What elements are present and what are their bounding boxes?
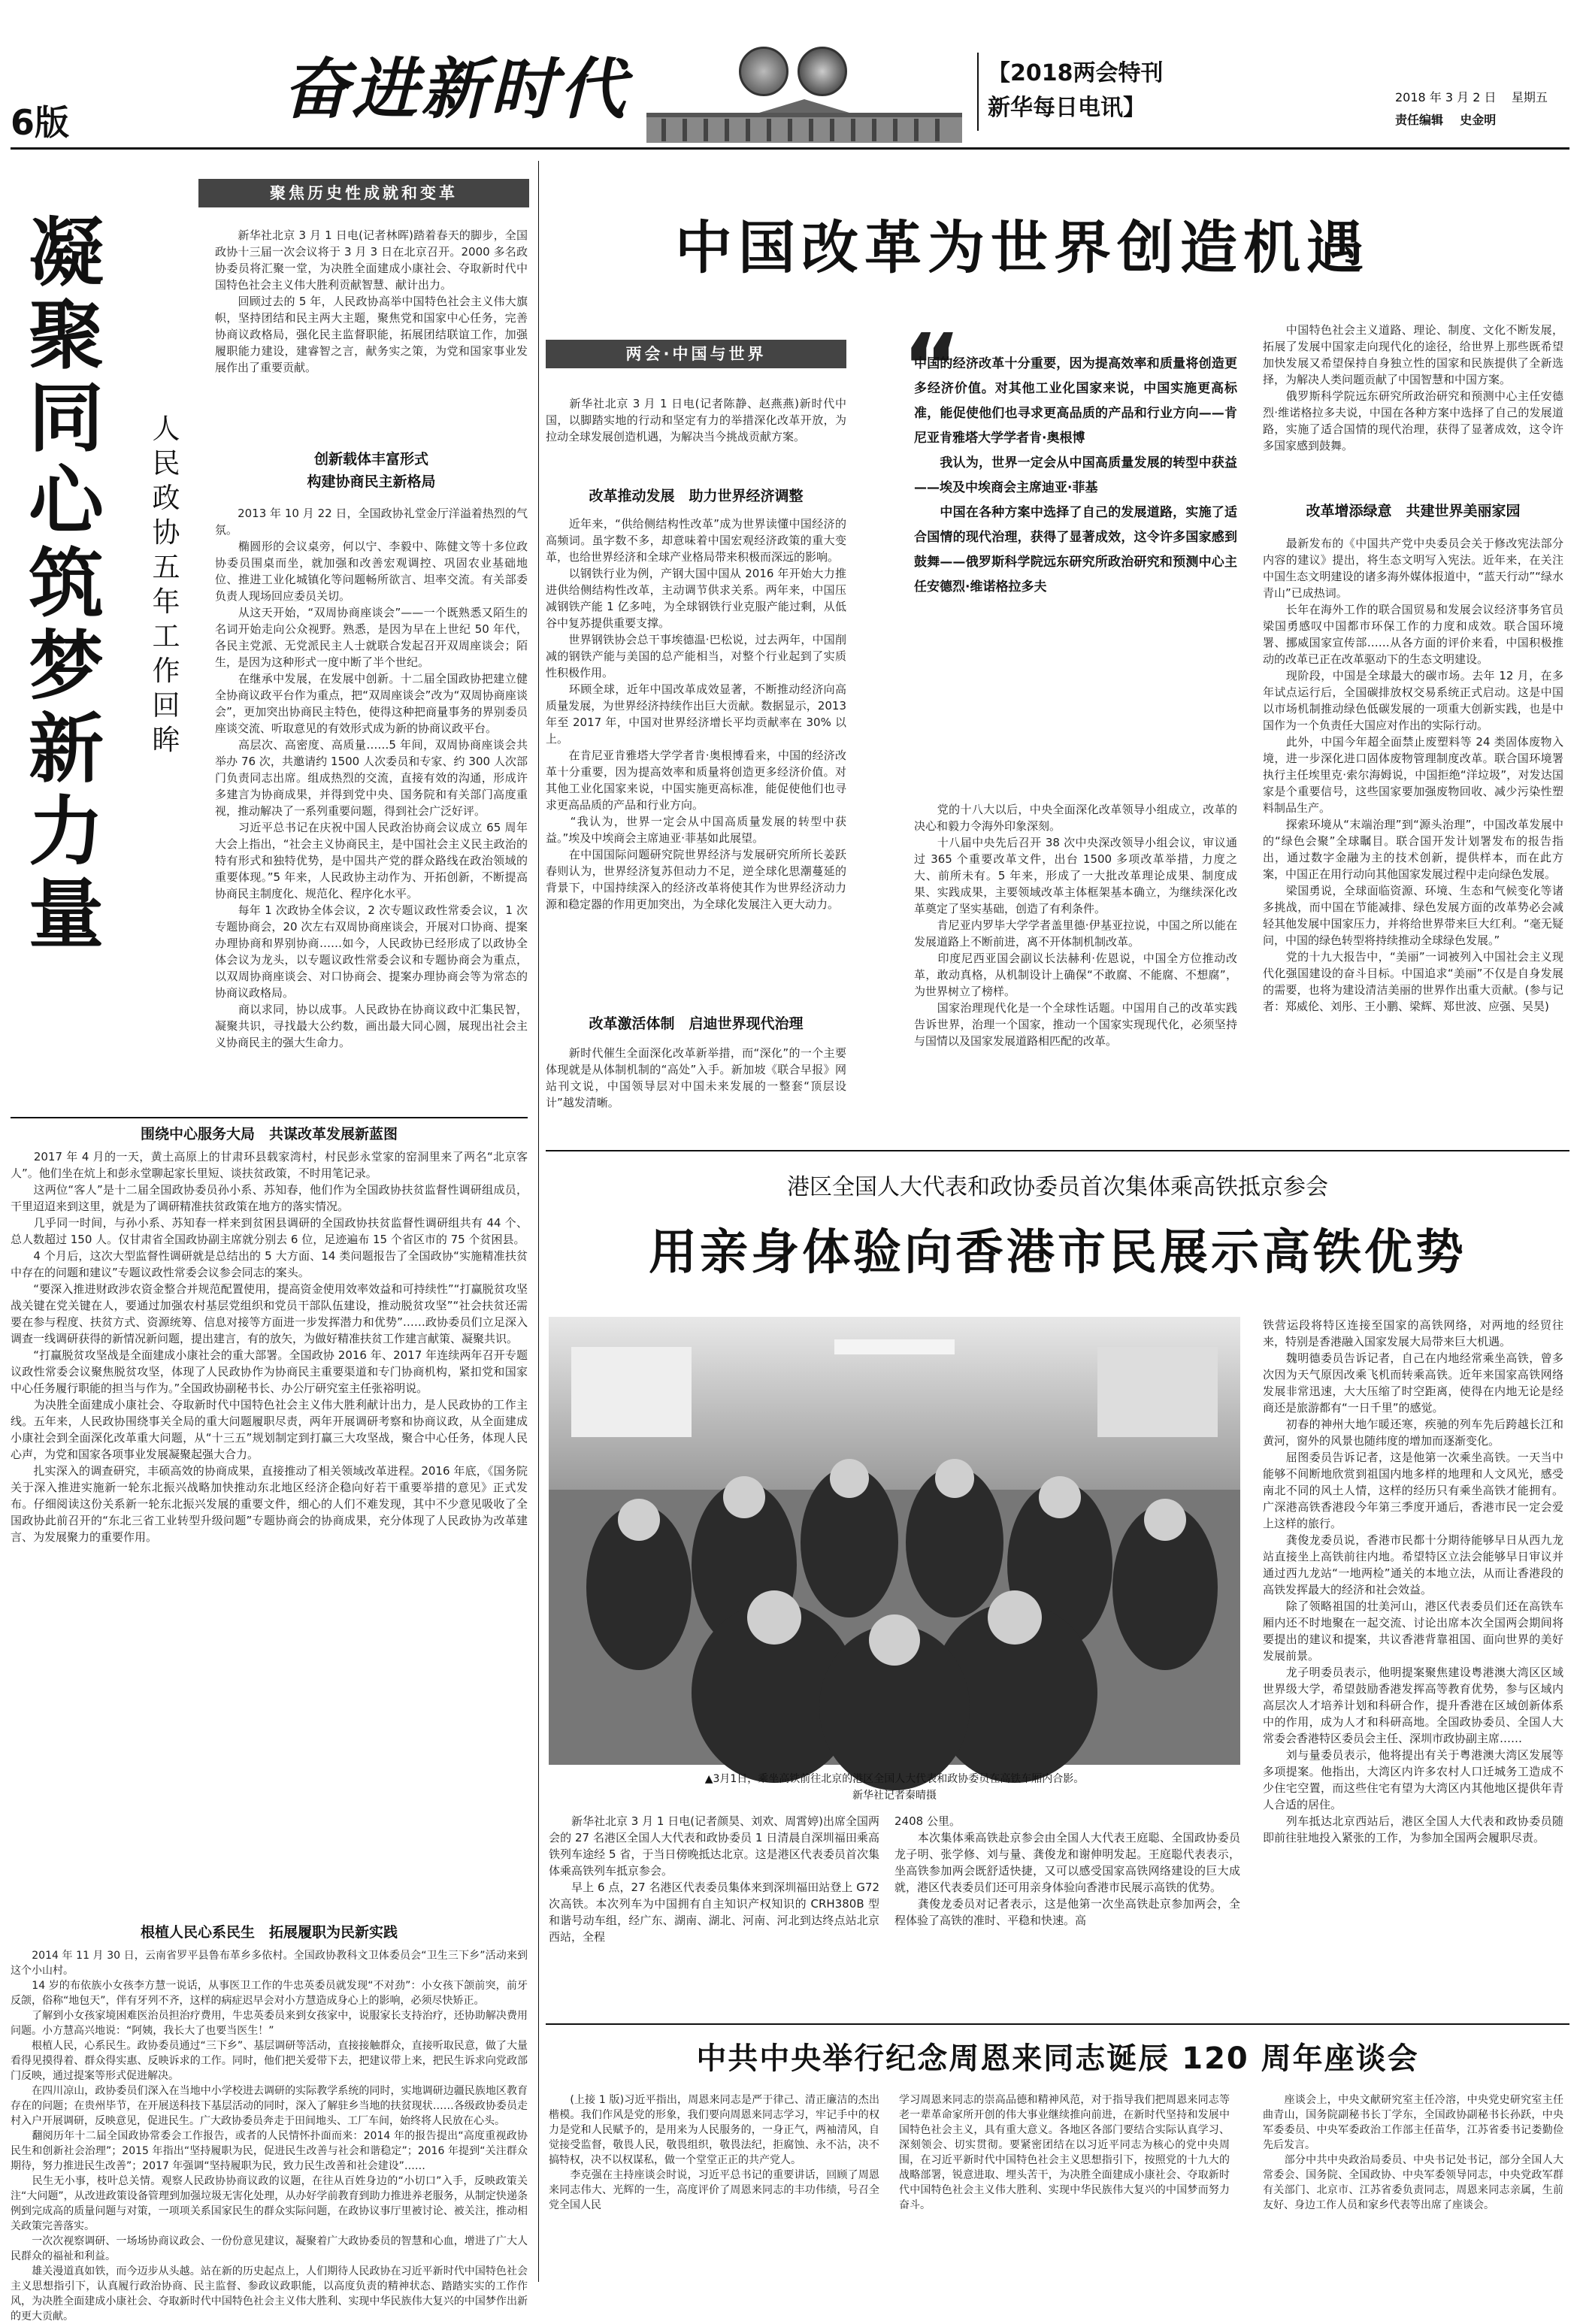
issue-date: 2018 年 3 月 2 日 星期五 (1395, 90, 1548, 104)
pull-quote: 中国的经济改革十分重要，因为提高效率和质量将创造更多经济价值。对其他工业化国家来说，中国实施更高标准，能促使他们也寻求更高品质的产品和行业方向——肯尼亚肯雅塔大学学者肯·奥根博 我认为，世界一定会从中国高质量发展的转型中获益——埃及中埃商会主席迪亚·菲基 中国在各种方案中选择了自己的发展道路，实施了适合国情的现代治理，获得了显著成效，这令许多国家感到鼓舞——俄罗斯科学院远东研究所政治研究和预测中心主任安德烈·维诺格拉多夫 (914, 356, 1237, 595)
responsible-editor: 责任编辑 史金明 (1395, 113, 1497, 127)
top-story-col2-text: 党的十八大以后，中央全面深化改革领导小组成立，改革的决心和毅力令海外印象深刻。 十八届中央先后召开 38 次中央深改领导小组会议，审议通过 365 个重要改革文件，出台 1500 多项改革举措，力度之大、前所未有。5 年来，形成了一大批改革理论成果、制度成果、实践成果，主要领域改革主体框架基本确立，为继续深化改革奠定了坚实基础，创造了有利条件。 肯尼亚内罗毕大学学者盖里德·伊基亚拉说，中国之所以能在发展道路上不断前进，离不开体制机制改革。 印度尼西亚国会副议长法赫利·佐恩说，中国全方位推动改革，敢动真格，从机制设计上确保“不敢腐、不能腐、不想腐”，为世界树立了榜样。 国家治理现代化是一个全球性话题。中国用自己的改革实践告诉世界，治理一个国家，推动一个国家实现现代化，必须坚持与国情以及国家发展道路相匹配的改革。 (914, 803, 1237, 1048)
left-section-divider-1 (11, 1117, 528, 1118)
special-edition-line1: 【2018两会特刊 (988, 60, 1164, 86)
quote-mark-icon: “ (902, 316, 961, 420)
hsr-col-a-text: 新华社北京 3 月 1 日电(记者颜昊、刘欢、周霄婷)出席全国两会的 27 名港区全国人大代表和政协委员 1 日清晨自深圳福田乘高铁列车途经 5 省，于当日傍晚抵达北京。这是港区代表委员首次集体乘高铁列车抵京参会。 早上 6 点，27 名港区代表委员集体来到深圳福田站登上 G72 次高铁。本次列车为中国拥有自主知识产权知识的 CRH380B 型和谐号动车组，经广东、湖南、湖北、河南、河北到达终点站北京西站，全程 (549, 1814, 879, 1944)
top-story-col3b-text: 最新发布的《中国共产党中央委员会关于修改宪法部分内容的建议》提出，将生态文明写入宪法。近年来，在关注中国生态文明建设的诸多海外媒体报道中，“蓝天行动”“绿水青山”已成热词。 长年在海外工作的联合国贸易和发展会议经济事务官员梁国勇感叹中国都市环保工作的力度和成效。联合国环境署、挪威国家宣传部……从各方面的评价来看，中国积极推动的改革已正在改革驱动下的生态文明建设。 现阶段，中国是全球最大的碳市场。去年 12 月，在多年试点运行后，全国碳排放权交易系统正式启动。这是中国以市场机制推动绿色低碳发展的一项重大创新实践，也是中国作为一个负责任大国应对作出的实际行动。 此外，中国今年超全面禁止废塑料等 24 类固体废物入境，进一步深化进口固体废物管理制度改革。联合国环境署执行主任埃里克·索尔海姆说，中国拒绝“洋垃圾”，对发达国家是个重要信号，这些国家要加强废物回收、减少污染性塑料制品生产。 探索环境从“末端治理”到“源头治理”，中国改革发展中的“绿色会聚”全球瞩目。联合国开发计划署发布的报告指出，通过数字金融为主的技术创新，提供样本，而在此方案，中国正在用行动向其他国家发展过程中走向绿色发展。 梁国勇说，全球面临资源、环境、生态和气候变化等诸多挑战，而中国在节能减排、绿色发展方面的改革势必会减轻其他发展中国家压力，并将给世界带来巨大红利。“毫无疑问，中国的绿色转型将持续推动全球绿色发展。” 党的十九大报告中，“美丽”一词被列入中国社会主义现代化强国建设的奋斗目标。中国追求“美丽”不仅是自身发展的需要，也将为建设清洁美丽的世界作出重大贡献。(参与记者：郑威伦、刘彤、王小鹏、梁辉、郑世波、应强、吴昊) (1263, 537, 1563, 1013)
hsr-bottom-rule (546, 2023, 1569, 2025)
top-story-headline: 中国改革为世界创造机遇 (675, 214, 1370, 281)
top-story-banner: 两会·中国与世界 (546, 340, 846, 368)
zhou-col-b-text: 学习周恩来同志的崇高品德和精神风范，对于指导我们把周恩来同志等老一辈革命家所开创的伟大事业继续推向前进，在新时代坚持和发展中国特色社会主义，具有重大意义。各地区各部门要结合实际认真学习、深刻领会、切实贯彻。要紧密团结在以习近平同志为核心的党中央周围，在习近平新时代中国特色社会主义思想指引下，按照党的十九大的战略部署，锐意进取、埋头苦干，为决胜全面建成小康社会、夺取新时代中国特色社会主义伟大胜利、实现中华民族伟大复兴的中国梦而努力奋斗。 (899, 2094, 1230, 2211)
photo-caption: ▲3月1日，乘坐高铁前往北京的港区全国人大代表和政协委员在高铁车厢内合影。 新华社记者秦晴摄 (704, 1773, 1085, 1802)
top-story-col1-text: 近年来，“供给侧结构性改革”成为世界读懂中国经济的高频词。虽字数不多，却意味着中国宏观经济政策的重大变革，也给世界经济和全球产业格局带来积极而深远的影响。 以钢铁行业为例，产钢大国中国从 2016 年开始大力推进供给侧结构性改革，主动调节供求关系。两年来，中国压减钢铁产能 1 亿多吨，为全球钢铁行业克服产能过剩，从低谷中复苏提供重要支撑。 世界钢铁协会总干事埃德温·巴松说，过去两年，中国削减的钢铁产能与美国的总产能相当，对整个行业起到了实质性积极作用。 环顾全球，近年中国改革成效显著，不断推动经济向高质量发展，为世界经济持续作出巨大贡献。数据显示，2013 年至 2017 年，中国对世界经济增长平均贡献率在 30% 以上。 在肯尼亚肯雅塔大学学者肯·奥根博看来，中国的经济改革十分重要，因为提高效率和质量将创造更多经济价值。对其他工业化国家来说，中国实施更高标准，能促使他们也寻求更高品质的产品和行业方向。 “我认为，世界一定会从中国高质量发展的转型中获益。”埃及中埃商会主席迪亚·菲基如此展望。 在中国国际问题研究院世界经济与发展研究所所长姜跃春则认为，世界经济复苏但动力不足，逆全球化思潮蔓延的背景下，中国持续深入的经济改革将使其作为世界经济动力源和稳定器的作用更加突出，为全球化发展注入更大动力。 (546, 517, 846, 911)
zhou-headline: 中共中央举行纪念周恩来同志诞辰 120 周年座谈会 (696, 2041, 1419, 2076)
top-story-col3-text: 中国特色社会主义道路、理论、制度、文化不断发展，拓展了发展中国家走向现代化的途径，给世界上那些既希望加快发展又希望保持自身独立性的国家和民族提供了全新选择，为解决人类问题贡献了中国智慧和中国方案。 俄罗斯科学院远东研究所政治研究和预测中心主任安德烈·维诺格拉多夫说，中国在各种方案中选择了自己的发展道路，实施了适合国情的现代治理，获得了显著成效，这令许多国家感到鼓舞。 (1263, 323, 1563, 452)
masthead-rule (11, 147, 1569, 150)
left-section-2-text: 2017 年 4 月的一天，黄土高原上的甘肃环县载家湾村，村民彭永堂家的窑洞里来了两名“北京客人”。他们坐在炕上和彭永堂聊起家长里短、谈扶贫政策，不时用笔记录。 这两位“客人”是十二届全国政协委员孙小系、苏知春，他们作为全国政协扶贫监督性调研组成员，干里迢迢来到这里，就是为了调研精准扶贫政策在地方的落实情况。 几乎同一时间，与孙小系、苏知春一样来到贫困县调研的全国政协扶贫监督性调研组共有 44 个、总人数超过 150 人。仅甘肃省全国政协副主席就分别去 6 位，足迹遍布 15 个省区市的 75 个贫困县。 4 个月后，这次大型监督性调研就是总结出的 5 大方面、14 类问题报告了全国政协“实施精准扶贫中存在的问题和建议”专题议政性常委会议参会同志的案头。 “要深入推进财政涉农资金整合并规范配置使用，提高资金使用效率效益和可持续性”“打赢脱贫攻坚战关键在党关键在人，要通过加强农村基层党组织和党员干部队伍建设，推动脱贫攻坚”“社会扶贫还需要在参与程度、扶贫方式、资源统筹、信息对接等方面进一步发挥潜力和优势”……政协委员们立足深入调查一线调研获得的新情况新问题，提出建言，有的放矢，为做好精准扶贫工作建言献策、凝聚共识。 “打赢脱贫攻坚战是全面建成小康社会的重大部署。全国政协 2016 年、2017 年连续两年召开专题议政性常委会议聚焦脱贫攻坚，体现了人民政协作为协商民主重要渠道和专门协商机构，紧扣党和国家中心任务履行职能的担当与作为。”全国政协副秘书长、办公厅研究室主任张裕明说。 为决胜全面建成小康社会、夺取新时代中国特色社会主义伟大胜利献计出力，是人民政协的工作主线。五年来，人民政协围绕事关全局的重大问题履职尽责，两年开展调研考察和协商议政，从全面建成小康社会到全面深化改革重大问题，从“十三五”规划制定到打赢三大攻坚战，聚合中心任务，体现人民心声，为党和国家各项事业发展凝聚起强大合力。 扎实深入的调查研究，丰硕高效的协商成果，直接推动了相关领域改革进程。2016 年底，《国务院关于深入推进实施新一轮东北振兴战略加快推动东北地区经济企稳向好若干重要举措的意见》正式发布。仔细阅读这份关系新一轮东北振兴发展的重要文件，细心的人们不难发现，其中不少意见吸收了全国政协此前召开的“东北三省工业转型升级问题”专题协商会的协商成果，充分体现了人民政协为改革建言、为发展聚力的重要作用。 (11, 1150, 528, 1544)
left-subhead-2: 围绕中心服务大局 共谋改革发展新蓝图 (140, 1126, 398, 1142)
top-story-subhead-1: 改革推动发展 助力世界经济调整 (589, 488, 804, 504)
train-group-photo (549, 1317, 1240, 1765)
national-emblem-icon (739, 47, 788, 96)
vertical-subtitle: 人民政协五年工作回眸 (152, 413, 180, 756)
great-hall-illustration (646, 90, 962, 143)
cppcc-emblem-icon (798, 47, 847, 96)
hsr-headline: 用亲身体验向香港市民展示高铁优势 (649, 1224, 1466, 1281)
left-section-3-text: 2014 年 11 月 30 日，云南省罗平县鲁布革乡多依村。全国政协教科文卫体委员会“卫生三下乡”活动来到这个小山村。 14 岁的布依族小女孩李方慧一说话，从事医卫工作的牛忠英委员就发现“不对劲”：小女孩下颌前突，前牙反颌，俗称“地包天”，伴有牙列不齐，这样的病症迟早会对小方慧造成身心上的影响，必须尽快矫正。 了解到小女孩家境困难医治员担治疗费用，牛忠英委员来到女孩家中，说服家长支持治疗，还协助解决费用问题。小方慧高兴地说：“阿姨，我长大了也要当医生！” 根植人民，心系民生。政协委员通过“三下乡”、基层调研等活动，直接接触群众，直接听取民意，做了大量看得见摸得着、群众得实惠、反映诉求的工作。同时，他们把关爱带下去，把建议带上来，把民生诉求向党政部门反映，通过提案等形式促进解决。 在四川凉山，政协委员们深入在当地中小学校进去调研的实际教学系统的同时，实地调研边疆民族地区教育存在的问题；在贵州毕节，在开展送科技下基层活动的同时，深入了解驻乡当地的扶贫现状……各级政协委员走村入户开展调研，反映意见，促进民生。广大政协委员奔走于田间地头、工厂车间，始终将人民放在心头。 翻阅历年十二届全国政协常委会工作报告，或者的人民情怀扑面而来：2014 年的报告提出“高度重视政协民生和创新社会治理”；2015 年指出“坚持履职为民，促进民生改善与社会和谐稳定”；2016 年提到“关注群众期待，努力推进民生改善”；2017 年强调“坚持履职为民，致力民生改善和社会建设”…… 民生无小事，枝叶总关情。观察人民政协协商议政的议题，在往从百姓身边的“小切口”入手，反映政策关注“大问题”，从改进政策设备管理到加强垃圾无害化处理，从办好学前教育到助力推进养老服务，从制定快递条例到完成高的质量问题与对策，一项项关系国家民生的群众实际问题，在政协议事厅里被讨论、被关注，推动相关政策完善落实。 一次次视察调研、一场场协商议政会、一份份意见建议，凝聚着广大政协委员的智慧和心血，增进了广大人民群众的福祉和利益。 雄关漫道真如铁，而今迈步从头越。站在新的历史起点上，人们期待人民政协在习近平新时代中国特色社会主义思想指引下，认真履行政治协商、民主监督、参政议政职能，以高度负责的精神状态、踏踏实实的工作作风，为决胜全面建成小康社会、夺取新时代中国特色社会主义伟大胜利、实现中华民族伟大复兴的中国梦作出新的更大贡献。 (11, 1950, 528, 2322)
left-subhead-1: 创新载体丰富形式 构建协商民主新格局 (307, 451, 436, 490)
left-section-1-text: 2013 年 10 月 22 日，全国政协礼堂金厅洋溢着热烈的气氛。 椭圆形的会议桌旁，何以宁、李毅中、陈健文等十多位政协委员围桌而坐，就加强和改善宏观调控、巩固农业基础地位、推进工业化城镇化等问题畅所欲言、坦率交流。有关部委负责人现场回应委员关切。 从这天开始，“双周协商座谈会”——一个既熟悉又陌生的名词开始走向公众视野。熟悉，是因为早在上世纪 50 年代，各民主党派、无党派民主人士就联合发起召开双周座谈会；陌生，是因为这种形式一度中断了半个世纪。 在继承中发展，在发展中创新。十二届全国政协把建立健全协商议政平台作为重点，把“双周座谈会”改为“双周协商座谈会”，更加突出协商民主特色，使得这种把商量事务的界别委员座谈交流、听取意见的有效形式成为新的协商议政平台。 高层次、高密度、高质量……5 年间，双周协商座谈会共举办 76 次，共邀请约 1500 人次委员和专家、约 300 人次部门负责同志出席。组成热烈的交流，直接有效的沟通，形成许多建言为协商成果，并得到党中央、国务院和有关部门高度重视，推动解决了一系列重要问题，得到社会广泛好评。 习近平总书记在庆祝中国人民政治协商会议成立 65 周年大会上指出，“社会主义协商民主，是中国社会主义民主政治的特有形式和独特优势，是中国共产党的群众路线在政治领域的重要体现。”5 年来，人民政协主动作为、开拓创新，不断提高协商民主制度化、规范化、程序化水平。 每年 1 次政协全体会议，2 次专题议政性常委会议，1 次专题协商会，20 次左右双周协商座谈会，开展对口协商、提案办理协商和界别协商……如今，人民政协已经形成了以政协全体会议为龙头，以专题议政性常委会议和专题协商会为重点，以双周协商座谈会、对口协商会、提案办理协商会等为常态的协商议政格局。 商以求同，协以成事。人民政协在协商议政中汇集民智，凝聚共识，寻找最大公约数，画出最大同心圆，展现出社会主义协商民主的强大生命力。 (215, 507, 528, 1049)
special-edition-box (977, 53, 1180, 131)
hsr-col-b-text: 2408 公里。 本次集体乘高铁赴京参会由全国人大代表王庭聪、全国政协委员龙子明、张学修、刘与量、龚俊龙和谢伸明发起。王庭聪代表表示，坐高铁参加两会既舒适快捷，又可以感受国家高铁网络建设的巨大成就，港区代表委员们还可用亲身体验向香港市民展示高铁的优势。 龚俊龙委员对记者表示，这是他第一次坐高铁赴京参加两会，全程体验了高铁的准时、平稳和快速。高 (894, 1814, 1240, 1927)
hsr-kicker: 港区全国人大代表和政协委员首次集体乘高铁抵京参会 (787, 1174, 1328, 1200)
top-story-col1b-text: 新时代催生全面深化改革新举措，而“深化”的一个主要体现就是从体制机制的“高处”入手。新加坡《联合早报》网站刊文说，中国领导层对中国未来发展的一整套“顶层设计”越发清晰。 (546, 1046, 846, 1109)
left-section-banner: 聚焦历史性成就和变革 (198, 179, 529, 207)
special-edition-line2: 新华每日电讯】 (988, 95, 1146, 121)
top-story-bottom-rule (546, 1150, 1569, 1151)
hsr-col-c-text: 铁营运段将特区连接至国家的高铁网络，对两地的经贸往来，特别是香港融入国家发展大局带来巨大机遇。 魏明德委员告诉记者，自己在内地经常乘坐高铁，曾多次因为天气原因改乘飞机而转乘高铁。近年来国家高铁网络发展非常迅速，大大压缩了时空距离，使得在内地无论是经商还是旅游都有“一日千里”的感觉。 初春的神州大地乍暖还寒，疾驰的列车先后跨越长江和黄河，窗外的风景也随纬度的增加而逐渐变化。 屈图委员告诉记者，这是他第一次乘坐高铁。一天当中能够不间断地欣赏到祖国内地多样的地理和人文风光，感受南北不同的风土人情，这样的经历只有乘坐高铁才能拥有。广深港高铁香港段今年第三季度开通后，香港市民一定会爱上这样的旅行。 龚俊龙委员说，香港市民都十分期待能够早日从西九龙站直接坐上高铁前往内地。希望特区立法会能够早日审议并通过西九龙站“一地两检”通关的本地立法，从而让香港段的高铁发挥最大的经济和社会效益。 除了领略祖国的壮美河山，港区代表委员们还在高铁车厢内还不时地聚在一起交流、讨论出席本次全国两会期间将要提出的建议和提案，共议香港背靠祖国、面向世界的美好发展前景。 龙子明委员表示，他明提案聚焦建设粤港澳大湾区区域世界级大学，希望鼓励香港发挥高等教育优势，参与区域内高层次人才培养计划和科研合作，提升香港在区域创新体系中的作用，成为人才和科研高地。全国政协委员、全国人大常委会香港特区委员会主任、深圳市政协副主席…… 刘与量委员表示，他将提出有关于粤港澳大湾区发展等多项提案。他指出，大湾区内许多农村人口迁城务工造成不少住宅空置，而这些住宅有望为大湾区内其他地区提供年青人合适的居住。 列车抵达北京西站后，港区全国人大代表和政协委员随即前往驻地投入紧张的工作，为参加全国两会履职尽责。 (1263, 1318, 1563, 1844)
zhou-col-a-text: (上接 1 版)习近平指出，周恩来同志是严于律己、清正廉洁的杰出楷模。我们作风是党的形象，我们要向周恩来同志学习，牢记手中的权力是党和人民赋予的，是用来为人民服务的，一身正气，两袖清风，自觉接受监督，敬畏人民，敬畏组织，敬畏法纪，拒腐蚀、永不沾，决不搞特权，决不以权谋私，做一个堂堂正正的共产党人。 李克强在主持座谈会时说，习近平总书记的重要讲话，回顾了周恩来同志伟大、光辉的一生，高度评价了周恩来同志的丰功伟绩，号召全党全国人民 (549, 2094, 879, 2211)
masthead-title: 奋进新时代 (283, 50, 629, 128)
page-number: 6版 (11, 102, 70, 143)
left-intro-text: 新华社北京 3 月 1 日电(记者林晖)踏着春天的脚步，全国政协十三届一次会议将于 3 月 3 日在北京召开。2000 多名政协委员将汇聚一堂，为决胜全面建成小康社会、夺取新时代中国特色社会主义伟大胜利贡献智慧、献计出力。 回顾过去的 5 年，人民政协高举中国特色社会主义伟大旗帜，坚持团结和民主两大主题，聚焦党和国家中心任务，完善协商议政格局，强化民主监督职能，拓展团结联谊工作，加强履职能力建设，建睿智之言，献务实之策，为党和国家事业发展作出了重要贡献。 (215, 228, 528, 374)
top-story-intro: 新华社北京 3 月 1 日电(记者陈静、赵燕燕)新时代中国，以脚踏实地的行动和坚定有力的举措深化改革开放，为拉动全球发展创造机遇，为解决当今挑战贡献方案。 (546, 397, 846, 443)
top-story-subhead-2: 改革激活体制 启迪世界现代治理 (589, 1015, 804, 1032)
left-subhead-3: 根植人民心系民生 拓展履职为民新实践 (140, 1924, 398, 1941)
left-column-separator (538, 161, 539, 2282)
zhou-col-c-text: 座谈会上，中央文献研究室主任冷溶，中央党史研究室主任曲青山，国务院副秘书长丁学东，全国政协副秘书长孙跃，中央军委委员、中央军委政治工作部主任苗华，江苏省委书记娄勤俭先后发言。 部分中共中央政治局委员、中央书记处书记，部分全国人大常委会、国务院、全国政协、中央军委领导同志，中央党政军群有关部门、北京市、江苏省委负责同志，周恩来同志亲属，生前友好、身边工作人员和家乡代表等出席了座谈会。 (1263, 2094, 1563, 2211)
top-story-subhead-3: 改革增添绿意 共建世界美丽家园 (1306, 503, 1521, 519)
vertical-headline: 凝聚同心筑梦新力量 (29, 209, 104, 958)
